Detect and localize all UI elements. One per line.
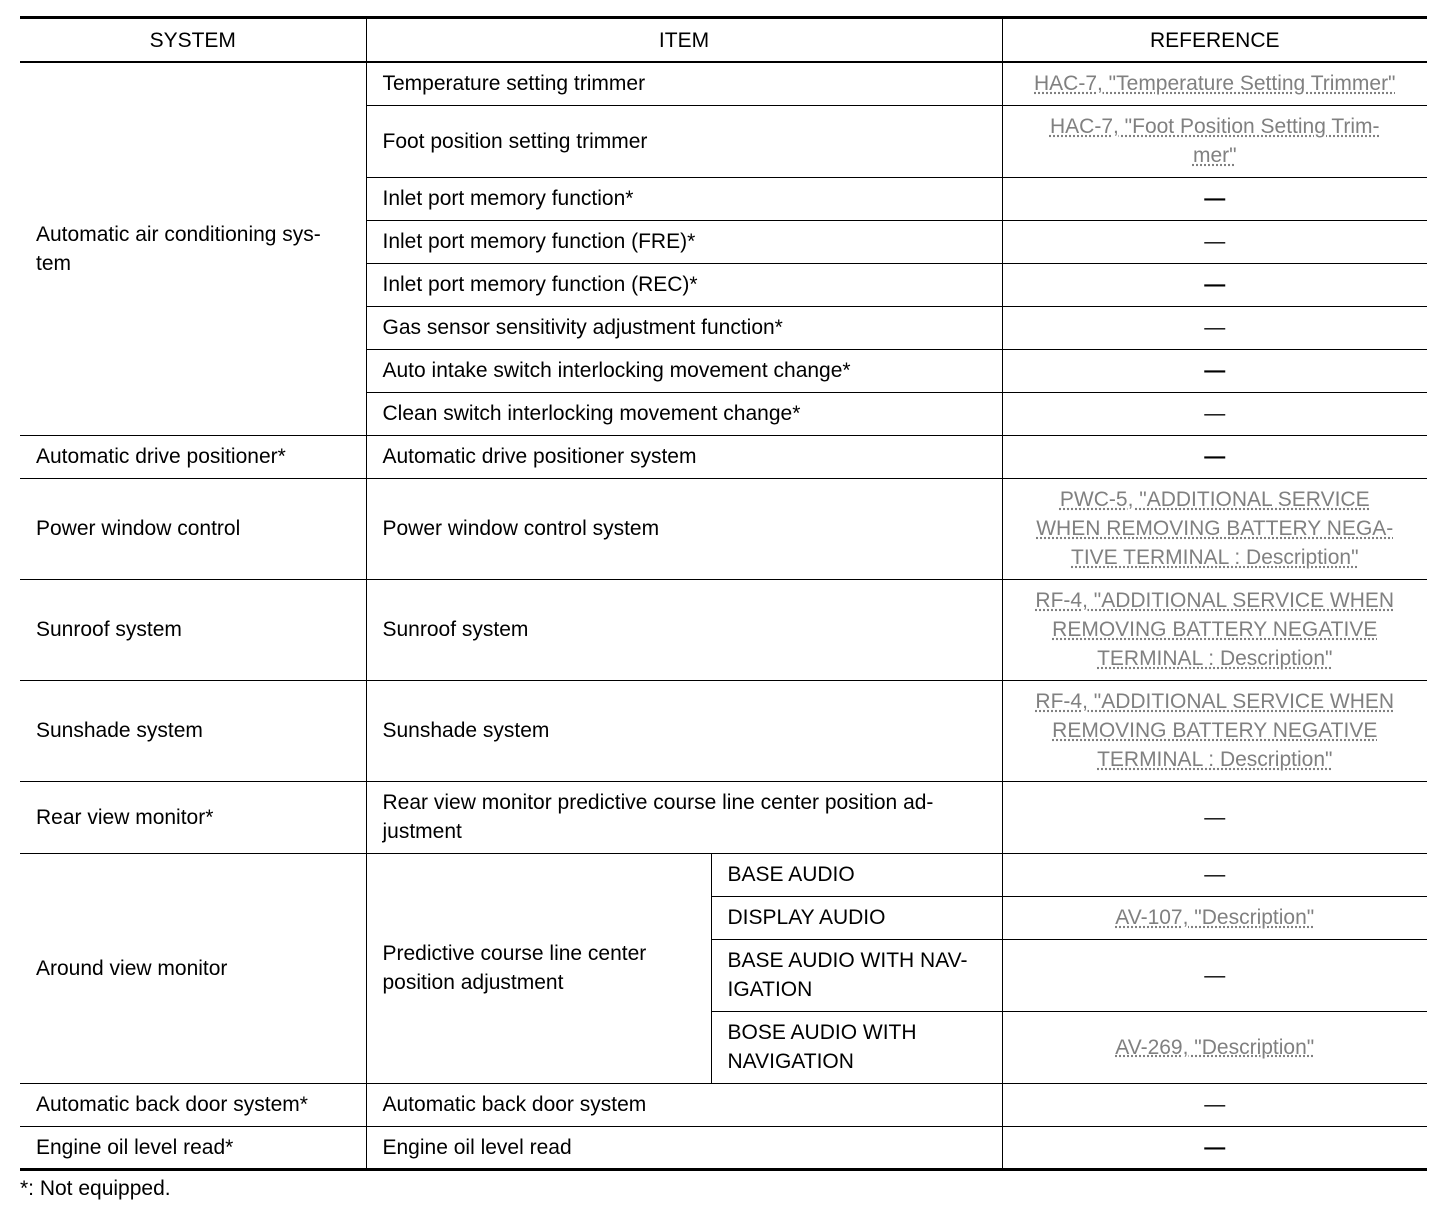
system-cell: Sunshade system bbox=[20, 680, 366, 781]
reference-cell: — bbox=[1002, 177, 1427, 220]
reference-cell: — bbox=[1002, 306, 1427, 349]
reference-cell: — bbox=[1002, 220, 1427, 263]
reference-cell: — bbox=[1002, 263, 1427, 306]
system-cell: Power window control bbox=[20, 478, 366, 579]
reference-link[interactable]: RF-4, "ADDITIONAL SERVICE WHEN REMOVING BATTERY NEGATIVE TERMINAL : Description" bbox=[1035, 690, 1395, 771]
item-cell: Clean switch interlocking movement change* bbox=[366, 392, 1002, 435]
reference-link[interactable]: HAC-7, "Foot Position Setting Trim- mer" bbox=[1049, 115, 1380, 167]
subitem-cell: BASE AUDIO bbox=[711, 853, 1002, 896]
item-cell: Temperature setting trimmer bbox=[366, 62, 1002, 105]
reference-link[interactable]: AV-269, "Description" bbox=[1115, 1035, 1315, 1059]
reference-link[interactable]: AV-107, "Description" bbox=[1115, 906, 1315, 929]
footnote: *: Not equipped. bbox=[20, 1177, 171, 1200]
reference-cell: — bbox=[1002, 1083, 1427, 1126]
system-cell: Rear view monitor* bbox=[20, 781, 366, 853]
system-cell: Automatic drive positioner* bbox=[20, 435, 366, 478]
subitem-cell: BASE AUDIO WITH NAV- IGATION bbox=[711, 939, 1002, 1011]
item-cell: Automatic back door system bbox=[366, 1083, 1002, 1126]
table-row bbox=[20, 435, 1427, 478]
reference-cell bbox=[1002, 478, 1427, 579]
item-cell: Rear view monitor predictive course line center position ad- justment bbox=[366, 781, 1002, 853]
item-cell: Sunshade system bbox=[366, 680, 1002, 781]
reference-cell bbox=[1002, 1011, 1427, 1083]
table-row bbox=[20, 62, 1427, 105]
item-cell: Inlet port memory function* bbox=[366, 177, 1002, 220]
item-cell: Auto intake switch interlocking movement change* bbox=[366, 349, 1002, 392]
item-cell: Inlet port memory function (REC)* bbox=[366, 263, 1002, 306]
table-row bbox=[20, 853, 1427, 896]
item-cell: Automatic drive positioner system bbox=[366, 435, 1002, 478]
system-cell: Around view monitor bbox=[20, 853, 366, 1083]
table-row bbox=[20, 1126, 1427, 1169]
item-cell: Gas sensor sensitivity adjustment function* bbox=[366, 306, 1002, 349]
reference-cell: — bbox=[1002, 435, 1427, 478]
reference-link[interactable]: PWC-5, "ADDITIONAL SERVICE WHEN REMOVING BATTERY NEGA- TIVE TERMINAL : Description" bbox=[1036, 488, 1394, 569]
subitem-cell: DISPLAY AUDIO bbox=[711, 896, 1002, 939]
table-row bbox=[20, 478, 1427, 579]
reference-cell: — bbox=[1002, 853, 1427, 896]
item-cell: Predictive course line center position adjustment bbox=[366, 853, 711, 1083]
reference-cell: — bbox=[1002, 349, 1427, 392]
reference-cell bbox=[1002, 62, 1427, 105]
reference-link[interactable]: HAC-7, "Temperature Setting Trimmer" bbox=[1034, 72, 1396, 96]
system-cell: Automatic air conditioning sys- tem bbox=[20, 62, 366, 435]
reference-cell: — bbox=[1002, 1126, 1427, 1169]
item-cell: Inlet port memory function (FRE)* bbox=[366, 220, 1002, 263]
table-header-row bbox=[20, 18, 1427, 63]
system-cell: Automatic back door system* bbox=[20, 1083, 366, 1126]
item-cell: Power window control system bbox=[366, 478, 1002, 579]
reference-cell: — bbox=[1002, 781, 1427, 853]
reference-cell bbox=[1002, 680, 1427, 781]
system-cell: Engine oil level read* bbox=[20, 1126, 366, 1169]
reference-cell bbox=[1002, 579, 1427, 680]
subitem-cell: BOSE AUDIO WITH NAVIGATION bbox=[711, 1011, 1002, 1083]
reference-cell bbox=[1002, 105, 1427, 177]
header-system: SYSTEM bbox=[20, 18, 366, 63]
header-reference: REFERENCE bbox=[1002, 18, 1427, 63]
reference-link[interactable]: RF-4, "ADDITIONAL SERVICE WHEN REMOVING BATTERY NEGATIVE TERMINAL : Description" bbox=[1035, 589, 1395, 670]
table-row bbox=[20, 579, 1427, 680]
item-cell: Sunroof system bbox=[366, 579, 1002, 680]
table-row bbox=[20, 680, 1427, 781]
system-cell: Sunroof system bbox=[20, 579, 366, 680]
item-cell: Foot position setting trimmer bbox=[366, 105, 1002, 177]
table-row bbox=[20, 781, 1427, 853]
reference-cell bbox=[1002, 896, 1427, 939]
settings-table bbox=[20, 16, 1427, 1171]
reference-cell: — bbox=[1002, 939, 1427, 1011]
item-cell: Engine oil level read bbox=[366, 1126, 1002, 1169]
reference-cell: — bbox=[1002, 392, 1427, 435]
header-item: ITEM bbox=[366, 18, 1002, 63]
table-row bbox=[20, 1083, 1427, 1126]
